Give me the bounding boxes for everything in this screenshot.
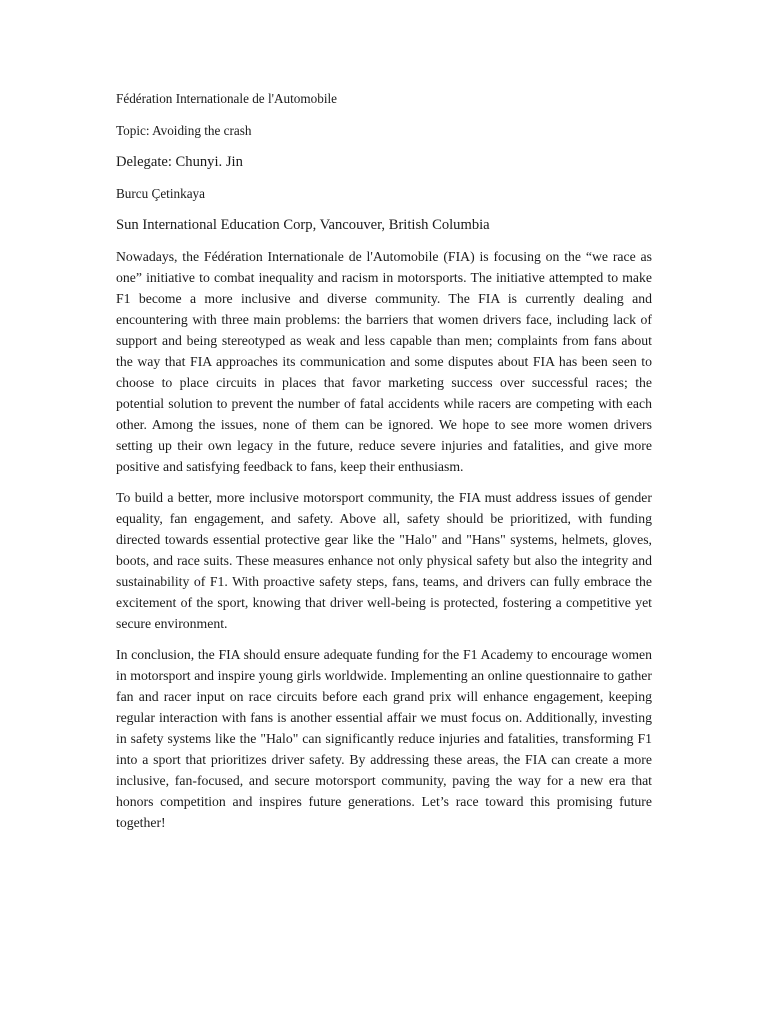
document-body [116,88,652,843]
school-line: Sun International Education Corp, Vancouver, British Columbia [116,217,490,233]
second-delegate-line: Burcu Çetinkaya [116,186,205,201]
paragraph-safety: To build a better, more inclusive motorsport community, the FIA must address issues of gender equality, fan engagement, and safety. Above all, safety should be prioritized, with funding directed towards essential protective gear like the "Halo" and "Hans" systems, helmets, gloves, boots, and race suits. These measures enhance not only physical safety but also the integrity and sustainability of F1. With proactive safety steps, fans, teams, and drivers can fully embrace the excitement of the sport, knowing that driver well-being is protected, fostering a competitive yet secure environment. [116,490,652,631]
topic-line: Topic: Avoiding the crash [116,123,252,138]
paragraph-conclusion: In conclusion, the FIA should ensure adequate funding for the F1 Academy to encourage women in motorsport and inspire young girls worldwide. Implementing an online questionnaire to gather fan and racer input on race circuits before each grand prix will enhance engagement, keeping regular interaction with fans is another essential affair we must focus on. Additionally, investing in safety systems like the "Halo" can significantly reduce injuries and fatalities, transforming F1 into a sport that prioritizes driver safety. By addressing these areas, the FIA can create a more inclusive, fan-focused, and secure motorsport community, paving the way for a new era that honors competition and inspires future generations. Let’s race toward this promising future together! [116,647,652,830]
organization-line: Fédération Internationale de l'Automobile [116,91,338,106]
delegate-line: Delegate: Chunyi. Jin [116,154,243,170]
paragraph-intro: Nowadays, the Fédération Internationale de l'Automobile (FIA) is focusing on the “we race as one” initiative to combat inequality and racism in motorsports. The initiative attempted to make F1 become a more inclusive and diverse community. The FIA is currently dealing and encountering with three main problems: the barriers that women drivers face, including lack of support and being stereotyped as weak and less capable than men; complaints from fans about the way that FIA approaches its communication and some disputes about FIA has been seen to choose to place circuits in places that favor marketing success over successful races; the potential solution to prevent the number of fatal accidents while racers are competing with each other. Among the issues, none of them can be ignored. We hope to see more women drivers setting up their own legacy in the future, reduce severe injuries and fatalities, and give more positive and satisfying feedback to fans, keep their enthusiasm. [116,249,652,474]
